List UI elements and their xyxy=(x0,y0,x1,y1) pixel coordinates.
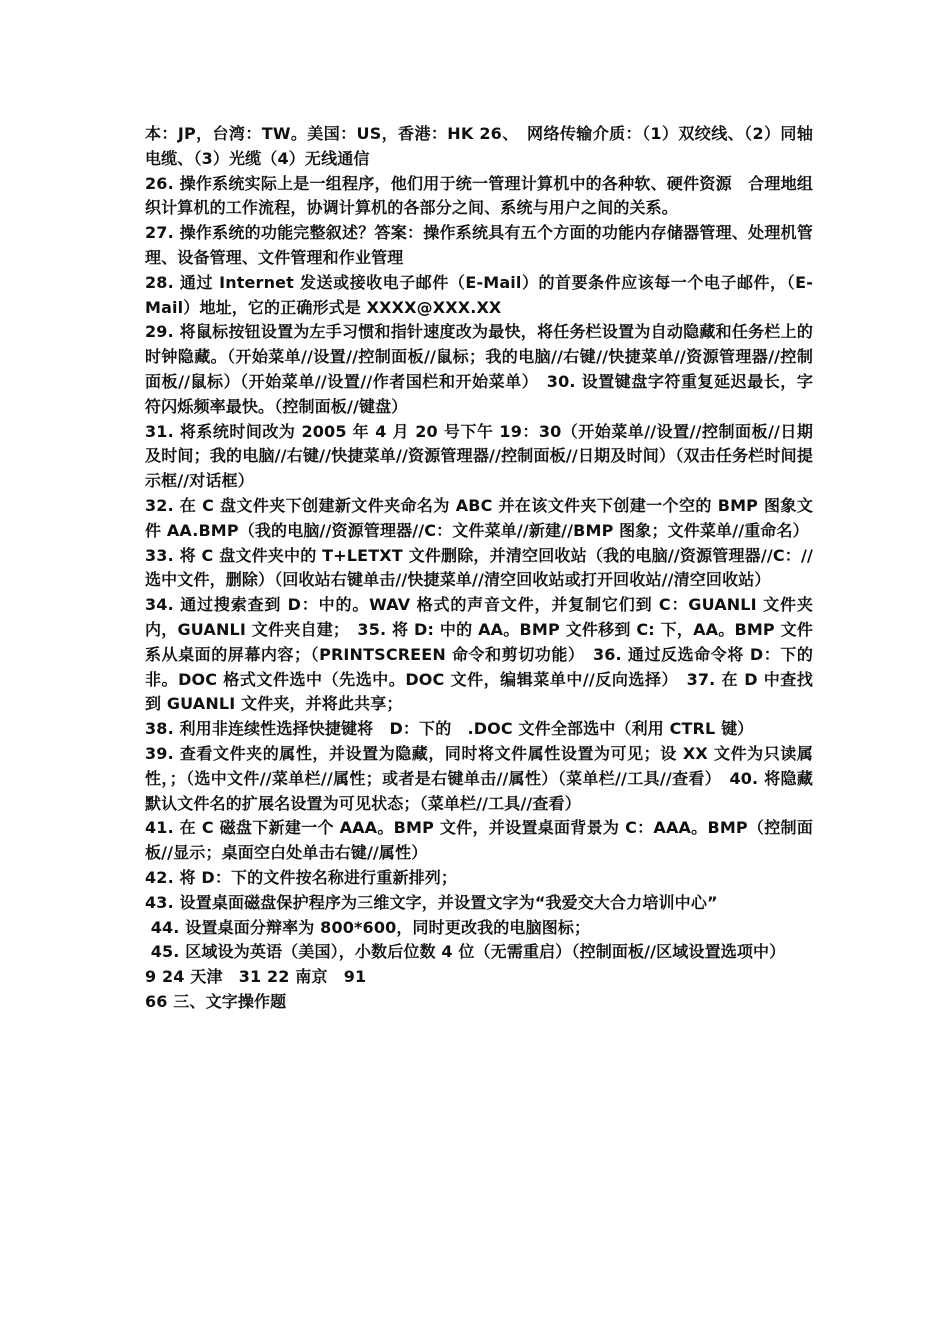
paragraph-42: 42. 将 D：下的文件按名称进行重新排列； xyxy=(145,867,458,887)
paragraph-45: 45. 区域设为英语（美国），小数后位数 4 位（无需重启）（控制面板//区域设置选项中） xyxy=(145,942,786,962)
paragraph-44: 44. 设置桌面分辩率为 800*600，同时更改我的电脑图标； xyxy=(145,917,591,937)
paragraph-32: 32. 在 C 盘文件夹下创建新文件夹命名为 ABC 并在该文件夹下创建一个空的 BMP 图象文件 AA.BMP（我的电脑//资源管理器//C：文件菜单//新建//BMP 图象；文件菜单//重命名） xyxy=(145,495,813,540)
paragraph-28: 28. 通过 Internet 发送或接收电子邮件（E-Mail）的首要条件应该每一个电子邮件，（E-Mail）地址，它的正确形式是 XXXX@XXX.XX xyxy=(145,272,813,317)
paragraph-country-codes: 本：JP，台湾：TW。美国：US，香港：HK 26、 网络传输介质：（1）双绞线、（2）同轴电缆、（3）光缆（4）无线通信 xyxy=(145,124,813,168)
paragraph-26: 26. 操作系统实际上是一组程序，他们用于统一管理计算机中的各种软、硬件资源 合理地组织计算机的工作流程，协调计算机的各部分之间、系统与用户之间的关系。 xyxy=(145,173,813,218)
paragraph-31: 31. 将系统时间改为 2005 年 4 月 20 号下午 19：30（开始菜单//设置//控制面板//日期及时间；我的电脑//右键//快捷菜单//资源管理器//控制面板//日期及时间）（双击任务栏时间提示框//对话框） xyxy=(145,421,813,491)
paragraph-27: 27. 操作系统的功能完整叙述？答案：操作系统具有五个方面的功能内存储器管理、处理机管理、设备管理、文件管理和作业管理 xyxy=(145,223,813,267)
paragraph-43: 43. 设置桌面磁盘保护程序为三维文字，并设置文字为“我爱交大合力培训中心” xyxy=(145,892,718,912)
paragraph-33: 33. 将 C 盘文件夹中的 T+LETXT 文件删除，并清空回收站（我的电脑//资源管理器//C：//选中文件，删除）（回收站右键单击//快捷菜单//清空回收站或打开回收站//清空回收站） xyxy=(145,545,813,590)
paragraph-34-37: 34. 通过搜索查到 D：中的。WAV 格式的声音文件，并复制它们到 C：GUANLI 文件夹内，GUANLI 文件夹自建； 35. 将 D: 中的 AA。BMP 文件移到 C: 下，AA。BMP 文件系从桌面的屏幕内容；（PRINTSCREEN 命令和剪切功能） 36. 通过反选命令将 D：下的非。DOC 格式文件选中（先选中。DOC 文件，编辑菜单中//反向选择） 37. 在 D 中查找到 GUANLI 文件夹，并将此共享； xyxy=(145,595,813,714)
paragraph-38: 38. 利用非连续性选择快捷键将 D：下的 .DOC 文件全部选中（利用 CTRL 键） xyxy=(145,719,754,739)
paragraph-41: 41. 在 C 磁盘下新建一个 AAA。BMP 文件，并设置桌面背景为 C：AAA。BMP（控制面板//显示；桌面空白处单击右键//属性） xyxy=(145,818,813,863)
paragraph-section-heading: 66 三、文字操作题 xyxy=(145,991,287,1011)
paragraph-numbers: 9 24 天津 31 22 南京 91 xyxy=(145,967,367,987)
document-body xyxy=(145,122,813,1015)
paragraph-39-40: 39. 查看文件夹的属性，并设置为隐藏，同时将文件属性设置为可见；设 XX 文件为只读属性，；（选中文件//菜单栏//属性；或者是右键单击//属性）（菜单栏//工具//查看） 40. 将隐藏默认文件名的扩展名设置为可见状态；（菜单栏//工具//查看） xyxy=(145,743,813,813)
paragraph-29-30: 29. 将鼠标按钮设置为左手习惯和指针速度改为最快，将任务栏设置为自动隐藏和任务栏上的时钟隐藏。（开始菜单//设置//控制面板//鼠标；我的电脑//右键//快捷菜单//资源管理器//控制面板//鼠标）（开始菜单//设置//作者国栏和开始菜单） 30. 设置键盘字符重复延迟最长，字符闪烁频率最快。（控制面板//键盘） xyxy=(145,322,813,416)
